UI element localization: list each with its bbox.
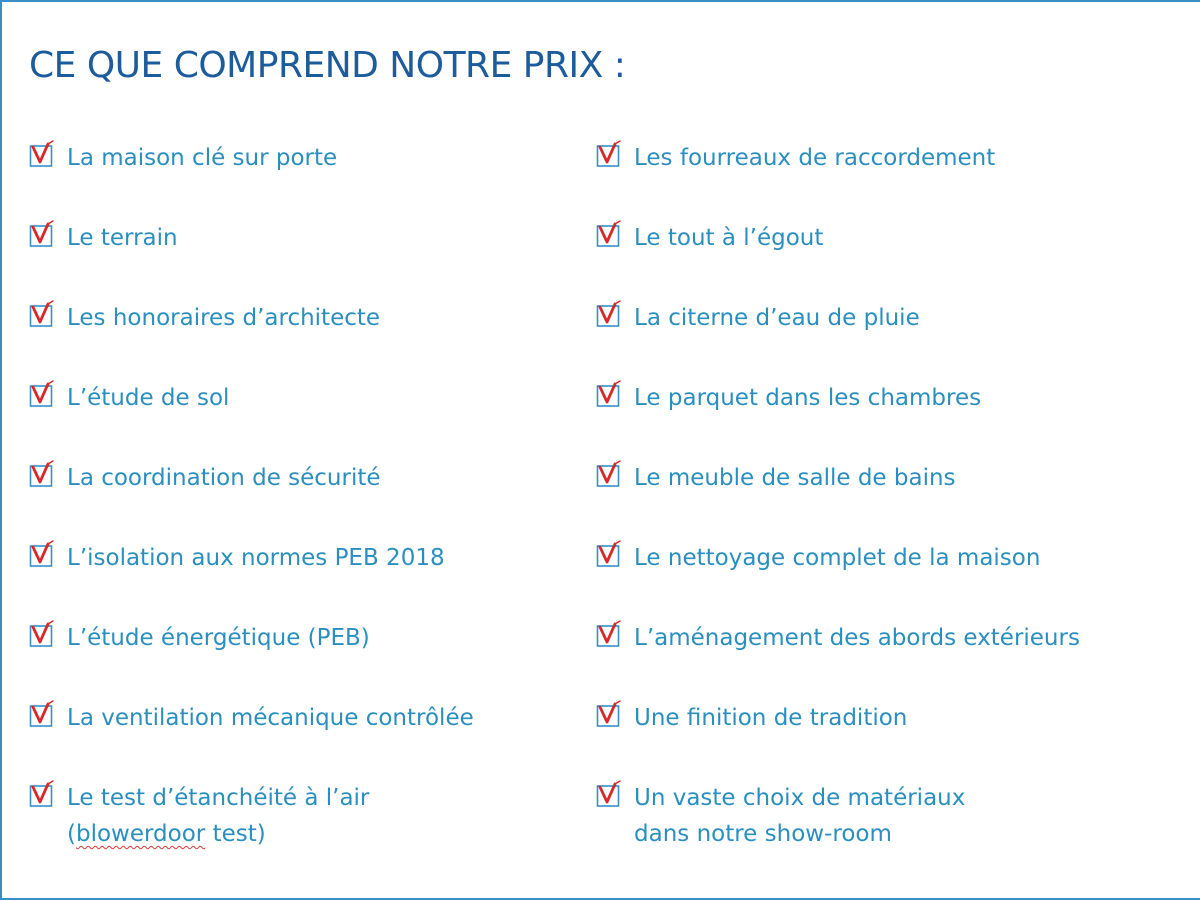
item-label-line2 [67,816,369,852]
checkbox-v-icon [596,220,626,252]
list-item [29,620,370,656]
checkbox-v-icon [596,700,626,732]
item-label: L’étude de sol [67,385,230,411]
checkbox-v-icon [29,460,59,492]
list-item [29,140,337,176]
checkbox-v-icon [29,700,59,732]
item-label-line2: dans notre show-room [634,821,892,847]
checkbox-v-icon [596,140,626,172]
checkbox-v-icon [29,300,59,332]
checkbox-v-icon [596,460,626,492]
item-label: La ventilation mécanique contrôlée [67,705,474,731]
paren-open: ( [67,821,76,847]
page-title: CE QUE COMPREND NOTRE PRIX : [29,45,626,86]
item-label: La maison clé sur porte [67,145,338,171]
list-item [596,700,907,736]
item-label: Le parquet dans les chambres [634,385,982,411]
list-item [29,540,445,576]
checkbox-v-icon [29,540,59,572]
item-label: L’étude énergétique (PEB) [67,625,370,651]
item-label: Le meuble de salle de bains [634,465,956,491]
list-item [596,220,823,256]
item-label: L’aménagement des abords extérieurs [634,625,1080,651]
item-label: Un vaste choix de matériaux [634,785,966,811]
item-label: Les honoraires d’architecte [67,305,381,331]
list-item [596,780,965,852]
item-label: Le terrain [67,225,178,251]
item-label: Le tout à l’égout [634,225,824,251]
list-item [596,460,956,496]
checkbox-v-icon [29,620,59,652]
checkbox-v-icon [29,140,59,172]
list-item [596,380,981,416]
item-label-rest: test) [205,821,266,847]
list-item [29,700,474,736]
item-label: La coordination de sécurité [67,465,381,491]
checkbox-v-icon [596,380,626,412]
list-item [596,300,920,336]
spellcheck-word: blowerdoor [75,821,206,847]
list-item [596,620,1080,656]
checkbox-v-icon [596,540,626,572]
list-item [29,300,380,336]
checkbox-v-icon [29,780,59,812]
item-label: Une finition de tradition [634,705,908,731]
checkbox-v-icon [29,220,59,252]
checkbox-v-icon [596,780,626,812]
item-label: Le nettoyage complet de la maison [634,545,1041,571]
list-item [29,780,369,852]
item-label: La citerne d’eau de pluie [634,305,920,331]
item-label: Les fourreaux de raccordement [634,145,996,171]
list-item [29,380,229,416]
checkbox-v-icon [29,380,59,412]
list-item [596,540,1040,576]
list-item [29,220,178,256]
item-label: Le test d’étanchéité à l’air [67,785,370,811]
list-item [596,140,995,176]
checkbox-v-icon [596,620,626,652]
list-item [29,460,381,496]
item-label: L’isolation aux normes PEB 2018 [67,545,445,571]
checkbox-v-icon [596,300,626,332]
